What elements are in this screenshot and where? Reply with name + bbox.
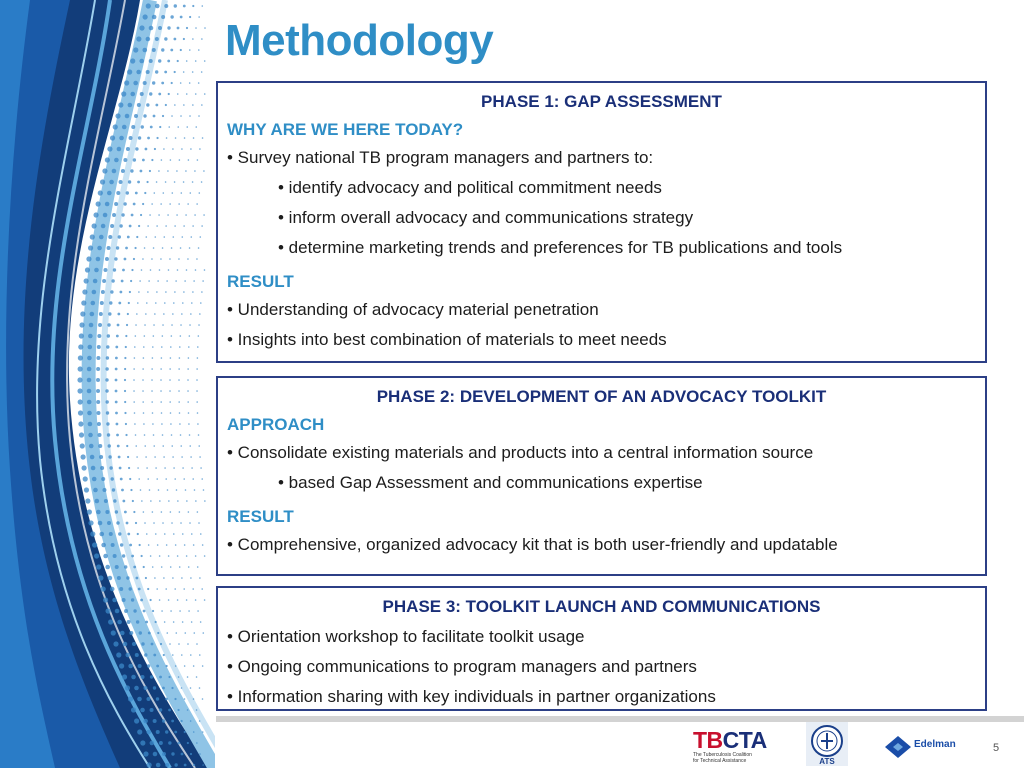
tbcta-logo: TBCTA The Tuberculosis Coalition for Technical Assistance — [693, 727, 767, 764]
phase3-bullet: • Orientation workshop to facilitate toolkit usage — [227, 627, 585, 646]
phase2-section-result: RESULT — [227, 507, 294, 526]
footer-divider — [216, 716, 1024, 722]
edelman-mark-icon — [883, 732, 913, 762]
phase3-heading: PHASE 3: TOOLKIT LAUNCH AND COMMUNICATIONS — [382, 597, 821, 616]
phase1-sub-bullet: • inform overall advocacy and communications strategy — [278, 208, 694, 227]
edelman-logo: Edelman — [883, 732, 963, 762]
phase1-heading: PHASE 1: GAP ASSESSMENT — [481, 92, 722, 111]
page-number: 5 — [993, 742, 1000, 754]
phase3-bullet: • Ongoing communications to program managers and partners — [227, 657, 697, 676]
phase1-result-item: • Understanding of advocacy material penetration — [227, 300, 599, 319]
phase3-panel — [216, 586, 987, 711]
phase1-section-result: RESULT — [227, 272, 294, 291]
phase1-sub-bullet: • determine marketing trends and preferences for TB publications and tools — [278, 238, 843, 257]
phase2-heading: PHASE 2: DEVELOPMENT OF AN ADVOCACY TOOLKIT — [376, 387, 827, 406]
slide-title: Methodology — [225, 16, 494, 65]
decorative-wave-art — [0, 0, 215, 768]
ats-logo-text: ATS — [819, 757, 835, 766]
phase1-panel — [216, 81, 987, 363]
phase1-sub-bullet: • identify advocacy and political commitment needs — [278, 178, 662, 197]
phase1-section-why: WHY ARE WE HERE TODAY? — [227, 120, 464, 139]
phase2-bullet-main: • Consolidate existing materials and products into a central information source — [227, 443, 814, 462]
phase2-sub-bullet: • based Gap Assessment and communications expertise — [278, 473, 703, 492]
ats-logo — [806, 722, 848, 766]
phase3-bullet: • Information sharing with key individuals in partner organizations — [227, 687, 716, 706]
phase2-panel — [216, 376, 987, 576]
phase1-result-item: • Insights into best combination of materials to meet needs — [227, 330, 667, 349]
phase2-section-approach: APPROACH — [227, 415, 325, 434]
phase2-result-item: • Comprehensive, organized advocacy kit that is both user-friendly and updatable — [227, 535, 838, 554]
phase1-bullet-main: • Survey national TB program managers and partners to: — [227, 148, 654, 167]
